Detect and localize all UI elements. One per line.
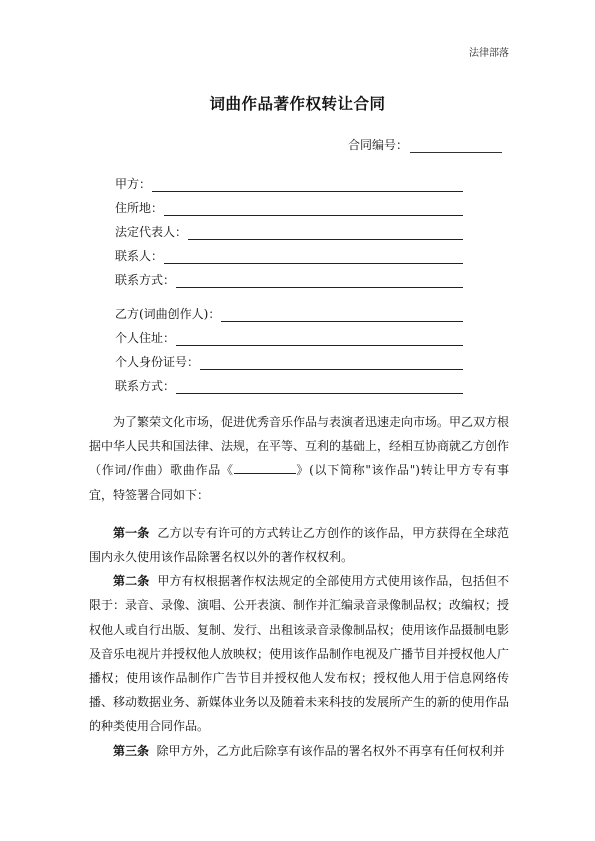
- field-blank[interactable]: [152, 179, 463, 192]
- party-b-block: [115, 306, 463, 402]
- party-a-block: [115, 176, 463, 296]
- article-text: 除甲方外，乙方此后除享有该作品的署名权外不再享有任何权利并: [156, 743, 505, 758]
- song-title-blank[interactable]: [234, 461, 296, 474]
- contract-body: [89, 410, 509, 763]
- paragraph-gap: [89, 507, 509, 521]
- party-a-legal-rep-field: [115, 224, 463, 240]
- party-a-address-field: [115, 200, 463, 216]
- article-text: 甲方有权根据著作权法规定的全部使用方式使用该作品，包括但不限于：录音、录像、演唱、公开表演、制作并汇编录音录像制品权；改编权；授权他人或自行出版、复制、发行、出租该录音录像制品权；使用该作品摄制电影及音乐电视片并授权他人放映权；使用该作品制作电视及广播节目并授权他人广播权；使用该作品制作广告节目并授权他人发布权；授权他人用于信息网络传播、移动数据业务、新媒体业务以及随着未来科技的发展所产生的新的使用作品的种类使用合同作品。: [89, 574, 510, 734]
- party-b-id-number-field: [115, 354, 463, 370]
- article-1: [89, 521, 509, 569]
- article-heading: 第一条: [113, 525, 150, 540]
- preamble-text-1: 为了繁荣文化市场，促进优秀音乐作品与表演者迅速走向市场。甲乙双方根据中华人民共和国法律、法规，在平等、互利的基础上，经相互协商就乙方创作（作词/作曲）歌曲作品《: [89, 415, 510, 478]
- preamble-text-2: 》(以下简称"该作品")转让甲方专有事宜，特签署合同如下：: [89, 463, 510, 502]
- article-heading: 第三条: [113, 743, 150, 758]
- field-label: 乙方(词曲创作人)：: [115, 307, 221, 321]
- field-label: 法定代表人：: [115, 225, 188, 239]
- page-title: 词曲作品著作权转让合同: [209, 95, 386, 113]
- party-b-contact-info-field: [115, 378, 463, 394]
- party-b-address-field: [115, 330, 463, 346]
- field-label: 联系方式：: [115, 379, 176, 393]
- party-a-contact-person-field: [115, 248, 463, 264]
- field-label: 联系人：: [115, 249, 164, 263]
- contract-number-blank[interactable]: [410, 139, 502, 153]
- article-heading: 第二条: [113, 574, 150, 589]
- field-label: 联系方式：: [115, 273, 176, 287]
- field-label: 甲方：: [115, 177, 152, 191]
- contract-number: [348, 136, 502, 153]
- header-tag: 法律部落: [469, 48, 509, 59]
- contract-number-label: 合同编号：: [348, 138, 409, 152]
- party-a-contact-info-field: [115, 272, 463, 288]
- article-2: [89, 569, 509, 738]
- field-blank[interactable]: [221, 309, 463, 322]
- field-blank[interactable]: [176, 381, 463, 394]
- field-blank[interactable]: [176, 333, 463, 346]
- party-a-name-field: [115, 176, 463, 192]
- field-blank[interactable]: [164, 203, 463, 216]
- party-b-name-field: [115, 306, 463, 322]
- field-blank[interactable]: [164, 251, 463, 264]
- field-blank[interactable]: [200, 357, 463, 370]
- preamble-paragraph: [89, 410, 509, 507]
- article-text: 乙方以专有许可的方式转让乙方创作的该作品，甲方获得在全球范围内永久使用该作品除署名权以外的著作权权利。: [89, 525, 509, 565]
- field-label: 个人住址：: [115, 331, 176, 345]
- field-label: 个人身份证号：: [115, 355, 200, 369]
- field-blank[interactable]: [176, 275, 463, 288]
- field-label: 住所地：: [115, 201, 164, 215]
- article-3: [89, 739, 509, 763]
- field-blank[interactable]: [188, 227, 463, 240]
